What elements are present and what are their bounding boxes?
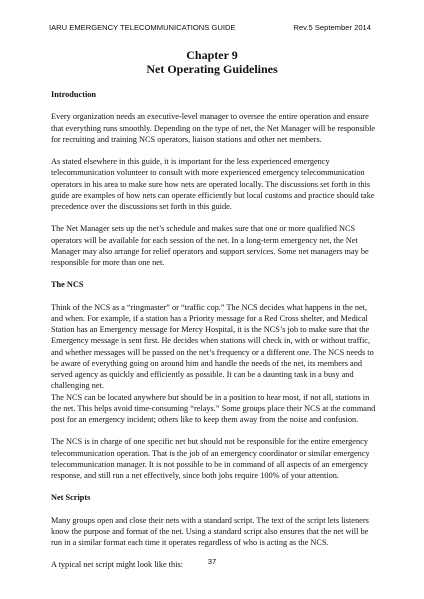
- section-heading-ncs: The NCS: [51, 280, 84, 290]
- paragraph: Think of the NCS as a “ringmaster” or “traffic cop.” The NCS decides what happens in the net, and when. For example, if a station has a Priority message for a Red Cross shelter, and Medical Station has an Emergency message for Mercy Hospital, it is the NCS’s job to make sure that the Emergency message is sent first. He decides when stations will check in, with or without traffic, and whether messages will be passed on the net’s frequency or a different one. The NCS needs to be aware of everything going on around him and handle the needs of the net, its members and served agency as quickly and efficiently as possible. It can be a daunting task in a busy and challenging net.: [51, 302, 374, 391]
- section-heading-net-scripts: Net Scripts: [51, 493, 91, 503]
- paragraph: The NCS can be located anywhere but should be in a position to hear most, if not all, stations in the net. This helps avoid time-consuming “relays.” Some groups place their NCS at the command post for an emergency incident; others like to keep them away from the noise and confusion.: [51, 392, 376, 424]
- chapter-number: Chapter 9: [186, 48, 238, 62]
- page-number: 37: [207, 557, 217, 566]
- header-guide-title: IARU EMERGENCY TELECOMMUNICATIONS GUIDE: [49, 23, 236, 32]
- section-heading-introduction: Introduction: [51, 90, 97, 99]
- paragraph: The NCS is in charge of one specific net but should not be responsible for the entire emergency telecommunication operation. That is the job of an emergency coordinator or similar emergency telecommunication manager. It is not possible to be in command of all aspects of an emergency response, and still run a net effectively, since both jobs require 100% of your attention.: [51, 437, 370, 480]
- header-revision: Rev.5 September 2014: [293, 23, 371, 32]
- chapter-title-block: [0, 49, 424, 76]
- body-text: [51, 89, 376, 571]
- paragraph: Every organization needs an executive-level manager to oversee the entire operation and ensure that everything runs smoothly. Depending on the type of net, the Net Manager will be responsible for recruiting and training NCS operators, liaison stations and other net members.: [51, 112, 376, 144]
- paragraph: The Net Manager sets up the net’s schedule and makes sure that one or more qualified NCS operators will be available for each session of the net. In a long-term emergency net, the Net Manager may also arrange for relief operators and support services. Some net managers may be responsible for more than one net.: [51, 224, 369, 267]
- paragraph: As stated elsewhere in this guide, it is important for the less experienced emergency telecommunication volunteer to consult with more experienced emergency telecommunication operators in his area to make sure how nets are operated locally. The discussions set forth in this guide are examples of how nets can operate efficiently but local customs and practice should take precedence over the discussions set forth in this guide.: [51, 157, 375, 211]
- paragraph: Many groups open and close their nets with a standard script. The text of the script lets listeners know the purpose and format of the net. Using a standard script also ensures that the net will be run in a similar format each time it operates regardless of who is acting as the NCS.: [51, 515, 369, 547]
- chapter-title: Net Operating Guidelines: [146, 61, 278, 76]
- paragraph: A typical net script might look like this:: [51, 560, 184, 570]
